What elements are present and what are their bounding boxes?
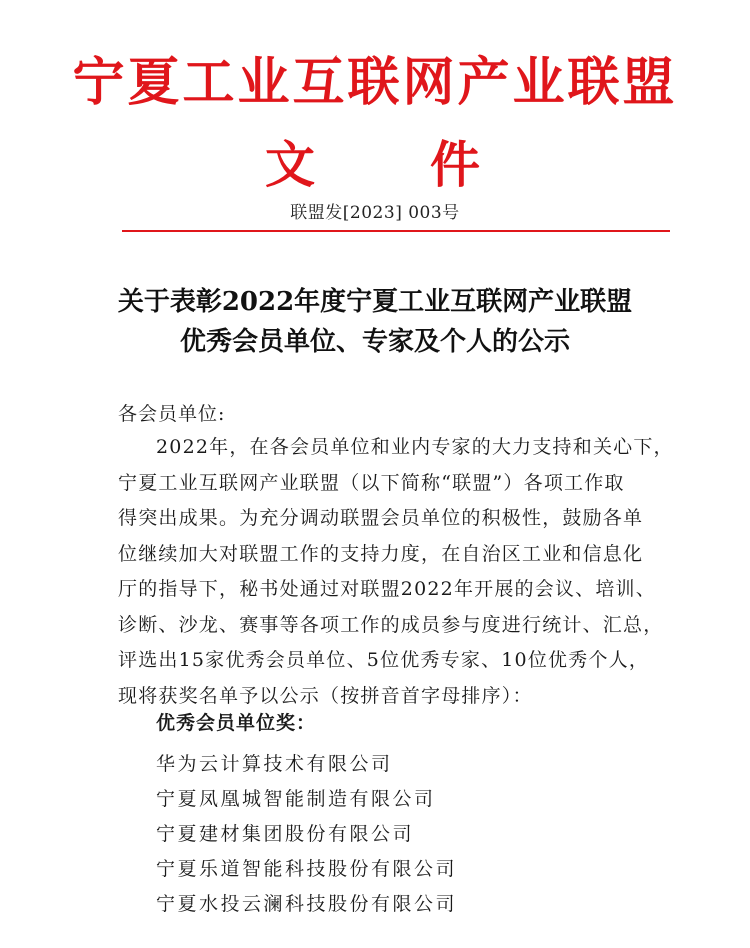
list-item: 宁夏水投云澜科技股份有限公司 [156, 893, 458, 915]
company-list [156, 747, 457, 922]
body-line: 宁夏工业互联网产业联盟（以下简称“联盟”）各项工作取 [118, 471, 625, 494]
body-line: 评选出15家优秀会员单位、5位优秀专家、10位优秀个人， [118, 649, 650, 671]
title-line-1: 关于表彰2022年度宁夏工业互联网产业联盟 [117, 287, 633, 317]
body-line: 现将获奖名单予以公示（按拼音首字母排序）： [118, 684, 533, 707]
header-divider [122, 230, 670, 232]
document-title [0, 282, 750, 362]
body-line: 得突出成果。为充分调动联盟会员单位的积极性，鼓励各单 [118, 507, 644, 529]
title-line-2: 优秀会员单位、专家及个人的公示 [179, 327, 570, 357]
body-line: 位继续加大对联盟工作的支持力度，在自治区工业和信息化 [118, 542, 644, 565]
document-number: 联盟发[2023] 003号 [290, 203, 460, 223]
body-line: 诊断、沙龙、赛事等各项工作的成员参与度进行统计、汇总， [118, 613, 664, 636]
salutation: 各会员单位: [118, 403, 226, 425]
org-name-header: 宁夏工业互联网产业联盟 [72, 53, 678, 113]
list-item: 宁夏凤凰城智能制造有限公司 [156, 788, 436, 810]
list-item: 宁夏建材集团股份有限公司 [156, 823, 415, 845]
document-label-char-1: 文 [265, 136, 315, 194]
document-label-char-2: 件 [430, 136, 480, 194]
document-label [0, 134, 750, 196]
section-heading: 优秀会员单位奖： [156, 712, 317, 734]
body-line: 厅的指导下，秘书处通过对联盟2022年开展的会议、培训、 [118, 578, 656, 600]
list-item: 华为云计算技术有限公司 [156, 753, 393, 775]
body-line: 2022年，在各会员单位和业内专家的大力支持和关心下， [156, 436, 674, 458]
list-item: 宁夏乐道智能科技股份有限公司 [156, 858, 458, 880]
body-paragraph [118, 430, 674, 714]
